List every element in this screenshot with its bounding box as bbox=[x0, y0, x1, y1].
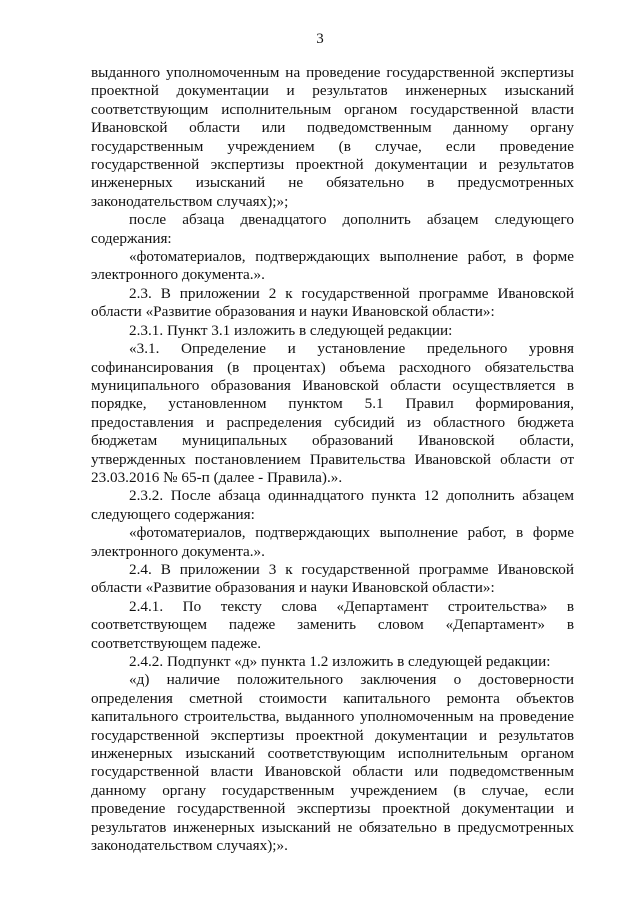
paragraph-2-3: 2.3. В приложении 2 к государственной программе Ивановской области «Развитие образования и науки Ивановской области»: bbox=[91, 284, 574, 321]
paragraph-2-3-1: 2.3.1. Пункт 3.1 изложить в следующей редакции: bbox=[129, 321, 453, 339]
paragraph-2-4-2: 2.4.2. Подпункт «д» пункта 1.2 изложить в следующей редакции: bbox=[129, 653, 551, 670]
paragraph-2-4: 2.4. В приложении 3 к государственной программе Ивановской области «Развитие образования и науки Ивановской области»: bbox=[91, 560, 574, 597]
paragraph-subpoint-d: «д) наличие положительного заключения о достоверности определения сметной стоимости капитального ремонта объектов капитального строительства, выданного уполномоченным на проведение государственной экспертизы проектной документации и результатов инженерных изысканий соответствующим исполнительным органом государственной власти Ивановской области или подведомственным данному органу государственным учреждением (в случае, если проведение государственной экспертизы проектной документации и результатов инженерных изысканий не обязательно в предусмотренных законодательством случаях);». bbox=[91, 671, 574, 855]
paragraph-add-after-abzac-12: после абзаца двенадцатого дополнить абзацем следующего содержания: bbox=[91, 211, 574, 247]
paragraph-photo-materials-1: «фотоматериалов, подтверждающих выполнение работ, в форме электронного документа.». bbox=[91, 248, 574, 284]
paragraph-3-1-text: «3.1. Определение и установление предельного уровня софинансирования (в процентах) объема расходного обязательства муниципального образования Ивановской области осуществляется в порядке, установленном пунктом 5.1 Правил формирования, предоставления и распределения субсидий из областного бюджета бюджетам муниципальных образований Ивановской области, утвержденных постановлением Правительства Ивановской области от 23.03.2016 № 65-п (далее - Правила).». bbox=[91, 340, 574, 486]
paragraph-2-3-2: 2.3.2. После абзаца одиннадцатого пункта 12 дополнить абзацем следующего содержания: bbox=[91, 487, 574, 523]
paragraph-photo-materials-2: «фотоматериалов, подтверждающих выполнение работ, в форме электронного документа.». bbox=[91, 524, 574, 560]
paragraph-continuation: выданного уполномоченным на проведение государственной экспертизы проектной документации и результатов инженерных изысканий соответствующим исполнительным органом государственной власти Ивановской области или подведомственным данному органу государственным учреждением (в случае, если проведение государственной экспертизы проектной документации и результатов инженерных изысканий не обязательно в предусмотренных законодательством случаях);»; bbox=[91, 64, 574, 210]
paragraph-2-4-1: 2.4.1. По тексту слова «Департамент строительства» в соответствующем падеже заменить словом «Департамент» в соответствующем падеже. bbox=[91, 597, 574, 652]
page-number: 3 bbox=[316, 31, 324, 47]
document-body bbox=[91, 64, 574, 855]
